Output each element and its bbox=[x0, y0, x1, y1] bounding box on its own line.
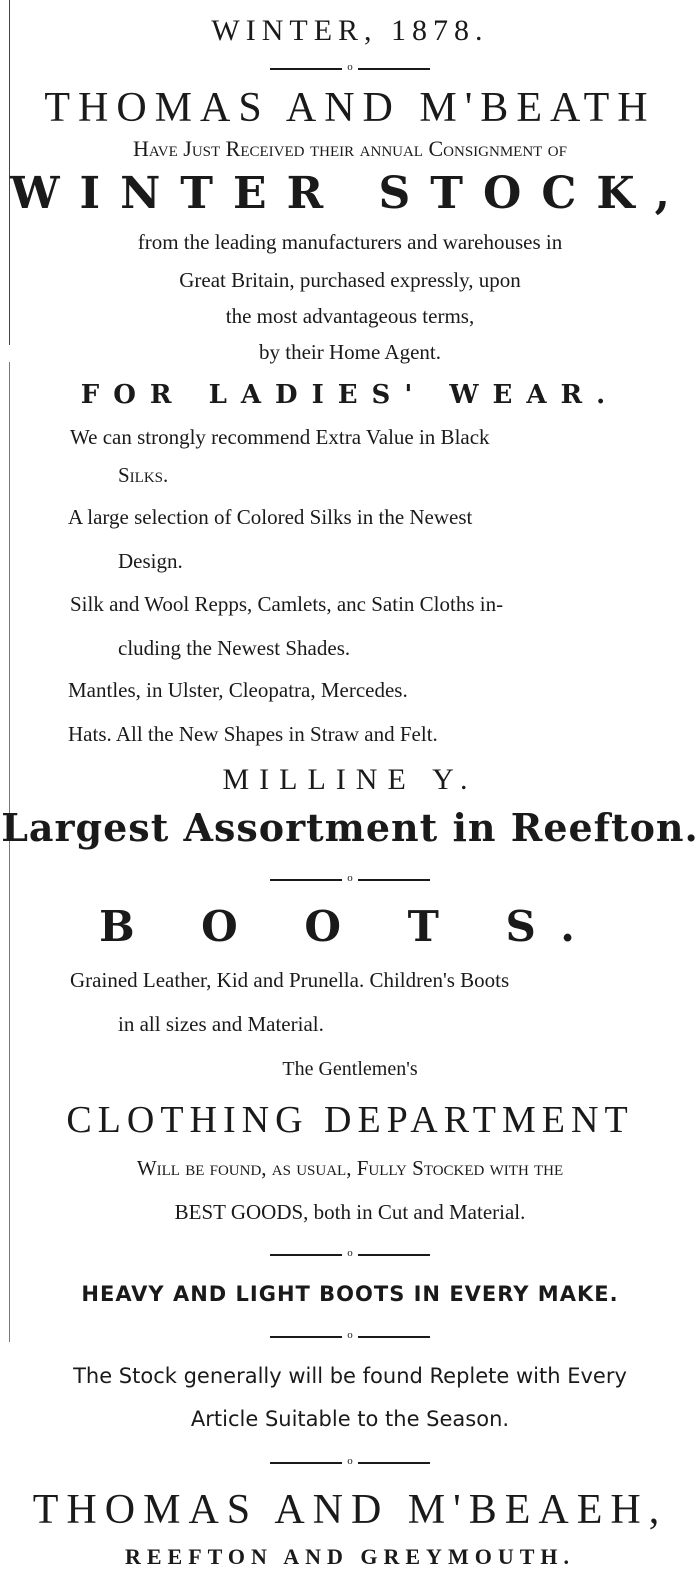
clothing-body-1: Will be found, as usual, Fully Stocked with the bbox=[136, 1156, 564, 1180]
firm-name-bottom: THOMAS AND M'BEAEH, bbox=[32, 1487, 668, 1533]
ladies-heading: FOR LADIES' WEAR. bbox=[80, 380, 620, 410]
locations: REEFTON AND GREYMOUTH. bbox=[124, 1544, 575, 1569]
boots-body-2: in all sizes and Material. bbox=[118, 1012, 324, 1036]
heavy-boots-line: HEAVY AND LIGHT BOOTS IN EVERY MAKE. bbox=[81, 1282, 619, 1306]
intro-line: Have Just Received their annual Consignment of bbox=[132, 136, 567, 161]
page-title: WINTER, 1878. bbox=[211, 14, 489, 47]
ornamental-divider: o bbox=[270, 873, 430, 887]
millinery-tagline: Largest Assortment in Reefton. bbox=[1, 805, 699, 850]
intro-body-2: Great Britain, purchased expressly, upon bbox=[179, 268, 521, 292]
ladies-item-2-line2: Design. bbox=[118, 549, 183, 573]
gentlemen-line: The Gentlemen's bbox=[282, 1058, 418, 1080]
divider-mark: o bbox=[347, 61, 353, 73]
stock-general-2: Article Suitable to the Season. bbox=[190, 1407, 510, 1431]
ladies-item-2-line1: A large selection of Colored Silks in the Newest bbox=[68, 505, 473, 529]
ladies-item-3-line2: cluding the Newest Shades. bbox=[118, 636, 351, 660]
ladies-item-1-line2: Silks. bbox=[118, 463, 169, 487]
intro-body-4: by their Home Agent. bbox=[259, 340, 441, 364]
boots-heading: B O O T S. bbox=[99, 902, 601, 951]
firm-name-top: THOMAS AND M'BEATH bbox=[44, 85, 656, 131]
ornamental-divider: o bbox=[270, 1248, 430, 1262]
ornamental-divider: o bbox=[270, 1456, 430, 1470]
clothing-heading: CLOTHING DEPARTMENT bbox=[66, 1099, 634, 1141]
ladies-item-5: Hats. All the New Shapes in Straw and Felt. bbox=[68, 722, 438, 746]
ladies-item-3-line1: Silk and Wool Repps, Camlets, anc Satin Cloths in- bbox=[70, 592, 504, 616]
intro-body-1: from the leading manufacturers and warehouses in bbox=[137, 230, 563, 254]
boots-body-1: Grained Leather, Kid and Prunella. Children's Boots bbox=[70, 968, 510, 992]
clothing-body-2: BEST GOODS, both in Cut and Material. bbox=[174, 1200, 526, 1224]
column-rule bbox=[9, 362, 10, 1342]
stock-general-1: The Stock generally will be found Replete with Every bbox=[73, 1364, 627, 1388]
ornamental-divider bbox=[270, 62, 430, 76]
ladies-item-1-line1: We can strongly recommend Extra Value in Black bbox=[70, 425, 490, 449]
millinery-heading: MILLINE Y. bbox=[222, 763, 478, 796]
intro-body-3: the most advantageous terms, bbox=[225, 304, 475, 328]
ornamental-divider: o bbox=[270, 1330, 430, 1344]
stock-heading: WINTER STOCK, bbox=[10, 168, 690, 219]
ladies-item-4: Mantles, in Ulster, Cleopatra, Mercedes. bbox=[68, 678, 408, 702]
